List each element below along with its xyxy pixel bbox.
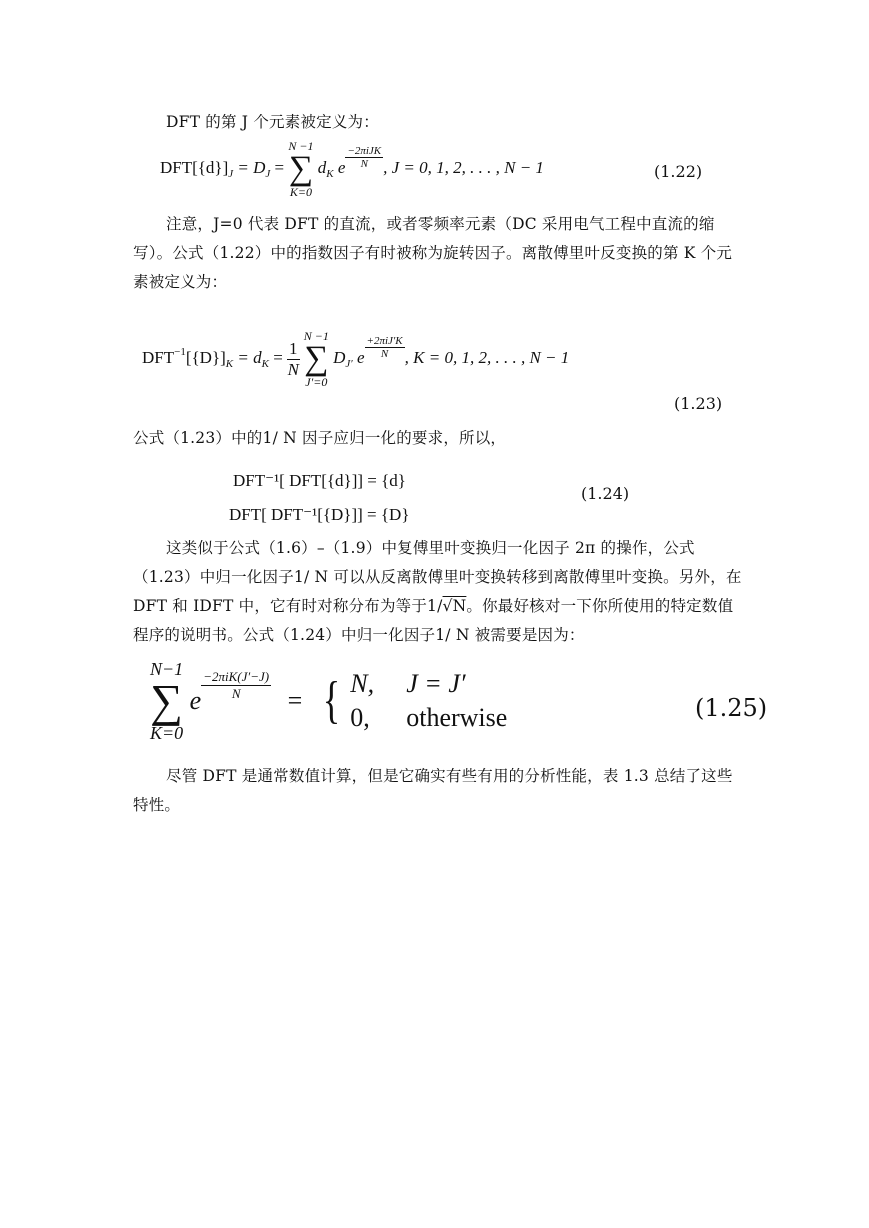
exponent-fraction: $\frac{\text{+2πiJ′K}}{N}$ [366,334,403,360]
one-over-n-fraction: $\frac{1}{N}$ [287,338,299,379]
cases-block: N, J = J′ 0, otherwise [350,669,508,732]
equation-number-1-24: (1.24) [581,484,630,503]
equation-1-25: N−1 ∑ K=0 e $\frac{\text{−2πiK(J′−J)}}{N}$ = { N, J = J′ 0, otherwise [150,659,508,743]
exponent-fraction: $\frac{\text{−2πiK(J′−J)}}{N}$ [203,668,270,701]
paragraph-dft-definition-intro: DFT 的第 J 个元素被定义为： [166,113,379,131]
summation-symbol: N −1 ∑ J′=0 [303,329,329,389]
equation-1-24 [229,464,410,532]
paragraph-fourier-analogy: 这类似于公式（1.6）–（1.9）中复傅里叶变换归一化因子 2π 的操作，公式（1.23）中归一化因子1/ N 可以从反离散傅里叶变换转移到离散傅里叶变换。另外，在 DFT 和 IDFT 中，它有时对称分布为等于1/√N。你最好核对一下你所使用的特定数值程序的说明书。公式（1.24）中归一化因子1/ N 被需要是因为： [133,539,742,644]
exponent-fraction: $\frac{\text{−2πiJK}}{N}$ [347,144,382,170]
equation-1-24-line-1: DFT⁻¹[ DFT[{d}]] = {d} [233,471,406,490]
equation-number-1-25: (1.25) [695,694,768,722]
sqrt-n: √N [442,597,467,615]
paragraph-normalization-factor: 公式（1.23）中的1/ N 因子应归一化的要求，所以， [133,429,507,447]
paragraph-dc-note: 注意，J=0 代表 DFT 的直流，或者零频率元素（DC 采用电气工程中直流的缩写）。公式（1.22）中的指数因子有时被称为旋转因子。离散傅里叶反变换的第 K 个元素被定义为： [133,215,733,291]
equation-number-1-22: (1.22) [654,162,703,181]
equation-1-22: $DFT[\{d\}]_J = D_J$ = N −1 ∑ K=0 $d_K$ e $\frac{\text{−2πiJK}}{N}$ , J = 0, 1, 2, . . . , N − 1 [160,139,544,199]
summation-symbol: N −1 ∑ K=0 [288,139,314,199]
equation-1-24-line-2: DFT[ DFT⁻¹[{D}]] = {D} [229,505,410,524]
summation-symbol: N−1 ∑ K=0 [150,659,184,743]
equation-number-1-23: (1.23) [674,394,723,413]
paragraph-analytic-properties: 尽管 DFT 是通常数值计算，但是它确实有些有用的分析性能，表 1.3 总结了这些特性。 [133,767,733,814]
left-brace: { [322,672,340,729]
equation-1-23: $DFT^{-1}[\{D\}]_K = d_K$ = $\frac{1}{N}$ N −1 ∑ J′=0 $D_{J'}$ e $\frac{\text{+2πiJ′K}}{N}$ , K = 0, 1, 2, . . . , N − 1 [142,329,570,389]
